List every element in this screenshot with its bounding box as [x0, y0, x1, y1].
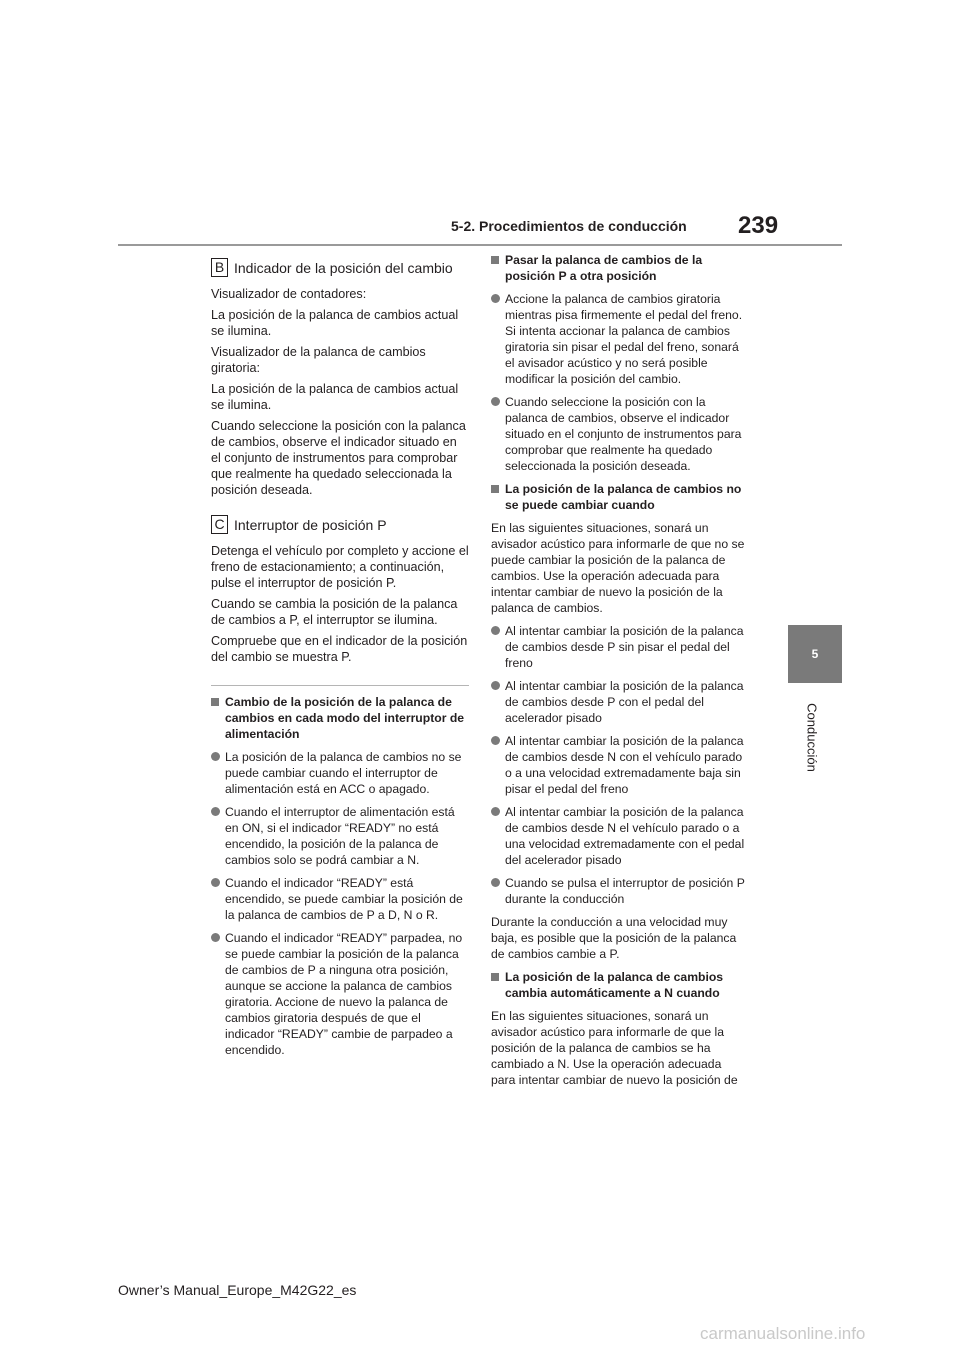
list-item-text: Al intentar cambiar la posición de la palanca de cambios desde N con el vehículo parado o a una velocidad extremadamente baja sin pisar el pedal del freno [505, 734, 744, 796]
subsection-c-heading [211, 515, 469, 534]
subsection-b-heading [211, 258, 469, 277]
chapter-label: Conducción [804, 703, 820, 772]
bullet-dot-icon [211, 933, 220, 942]
section-divider [211, 685, 469, 686]
left-column [211, 258, 469, 1065]
header-divider [118, 244, 842, 246]
list-item-text: Cuando el indicador “READY” parpadea, no se puede cambiar la posición de la palanca de cambios de P a ninguna otra posición, aunque se accione la palanca de cambios giratoria. Accione de nuevo la palanca de cambios giratoria después de que el indicador “READY” cambie de parpadeo a encendido. [225, 931, 463, 1057]
paragraph: La posición de la palanca de cambios actual se ilumina. [211, 382, 459, 412]
section-title: 5-2. Procedimientos de conducción [451, 218, 687, 234]
callout-c-icon: C [211, 515, 228, 534]
bullet-dot-icon [211, 752, 220, 761]
bullet-dot-icon [211, 807, 220, 816]
list-item-text: La posición de la palanca de cambios no se puede cambiar cuando el interruptor de alimentación está en ACC o apagado. [225, 750, 462, 796]
paragraph: Cuando se cambia la posición de la palanca de cambios a P, el interruptor se ilumina. [211, 597, 458, 627]
list-item [491, 678, 747, 726]
list-item [211, 749, 469, 797]
section-heading [491, 252, 747, 284]
bullet-dot-icon [491, 294, 500, 303]
square-bullet-icon [211, 698, 219, 706]
bullet-dot-icon [491, 681, 500, 690]
list-item-text: Accione la palanca de cambios giratoria mientras pisa firmemente el pedal del freno. Si intenta accionar la palanca de cambios giratoria sin pisar el pedal del freno, sonará el avisador acústico y no será posible modificar la posición del cambio. [505, 292, 743, 386]
section-heading [491, 969, 747, 1001]
list-item [211, 875, 469, 923]
chapter-number: 5 [811, 647, 819, 661]
subsection-b-title: Indicador de la posición del cambio [234, 259, 453, 276]
list-item [491, 394, 747, 474]
bullet-dot-icon [491, 807, 500, 816]
list-item-text: Cuando el indicador “READY” está encendido, se puede cambiar la posición de la palanca de cambios de P a D, N o R. [225, 876, 463, 922]
paragraph: Detenga el vehículo por completo y accione el freno de estacionamiento; a continuación, pulse el interruptor de posición P. [211, 544, 469, 590]
bullet-dot-icon [491, 626, 500, 635]
list-item [491, 623, 747, 671]
section-title: La posición de la palanca de cambios cambia automáticamente a N cuando [505, 970, 724, 1000]
list-item [491, 875, 747, 907]
paragraph: En las siguientes situaciones, sonará un avisador acústico para informarle de que no se puede cambiar la posición de la palanca de cambios. Use la operación adecuada para intentar cambiar de nuevo la posición de la palanca de cambios. [491, 521, 745, 615]
section-title: Cambio de la posición de la palanca de cambios en cada modo del interruptor de alimentación [225, 695, 465, 741]
paragraph: Compruebe que en el indicador de la posición del cambio se muestra P. [211, 634, 468, 664]
list-item [491, 804, 747, 868]
list-item-text: Al intentar cambiar la posición de la palanca de cambios desde P sin pisar el pedal del freno [505, 624, 744, 670]
list-item-text: Cuando el interruptor de alimentación está en ON, si el indicador “READY” no está encendido, la posición de la palanca de cambios solo se podrá cambiar a N. [225, 805, 455, 867]
page-number: 239 [738, 212, 779, 239]
watermark: carmanualsonline.info [700, 1324, 866, 1343]
paragraph: En las siguientes situaciones, sonará un avisador acústico para informarle de que la posición de la palanca de cambios se ha cambiado a N. Use la operación adecuada para intentar cambiar de nuevo la posición de [491, 1009, 738, 1087]
paragraph: Durante la conducción a una velocidad muy baja, es posible que la posición de la palanca de cambios cambie a P. [491, 915, 737, 961]
bullet-dot-icon [491, 878, 500, 887]
list-item-text: Al intentar cambiar la posición de la palanca de cambios desde N el vehículo parado o a una velocidad extremadamente con el pedal del acelerador pisado [505, 805, 745, 867]
subsection-c-title: Interruptor de posición P [234, 516, 387, 533]
list-item [211, 930, 469, 1058]
bullet-dot-icon [491, 397, 500, 406]
list-item [491, 291, 747, 387]
square-bullet-icon [491, 485, 499, 493]
paragraph: Visualizador de la palanca de cambios giratoria: [211, 345, 426, 375]
chapter-tab [788, 625, 842, 683]
section-heading [491, 481, 747, 513]
bullet-dot-icon [211, 878, 220, 887]
section-title: La posición de la palanca de cambios no se puede cambiar cuando [505, 482, 742, 512]
square-bullet-icon [491, 256, 499, 264]
list-item [211, 804, 469, 868]
list-item [491, 733, 747, 797]
list-item-text: Cuando se pulsa el interruptor de posición P durante la conducción [505, 876, 745, 906]
right-column [491, 252, 747, 1095]
callout-b-icon: B [211, 258, 228, 277]
manual-name: Owner’s Manual_Europe_M42G22_es [118, 1282, 357, 1298]
bullet-dot-icon [491, 736, 500, 745]
list-item-text: Cuando seleccione la posición con la palanca de cambios, observe el indicador situado en el conjunto de instrumentos para comprobar que realmente ha quedado seleccionada la posición deseada. [505, 395, 742, 473]
section-heading [211, 694, 469, 742]
square-bullet-icon [491, 973, 499, 981]
list-item-text: Al intentar cambiar la posición de la palanca de cambios desde P con el pedal del acelerador pisado [505, 679, 744, 725]
paragraph: La posición de la palanca de cambios actual se ilumina. [211, 308, 459, 338]
paragraph: Cuando seleccione la posición con la palanca de cambios, observe el indicador situado en el conjunto de instrumentos para comprobar que realmente ha quedado seleccionada la posición deseada. [211, 419, 466, 497]
paragraph: Visualizador de contadores: [211, 287, 367, 301]
section-title: Pasar la palanca de cambios de la posición P a otra posición [505, 253, 703, 283]
